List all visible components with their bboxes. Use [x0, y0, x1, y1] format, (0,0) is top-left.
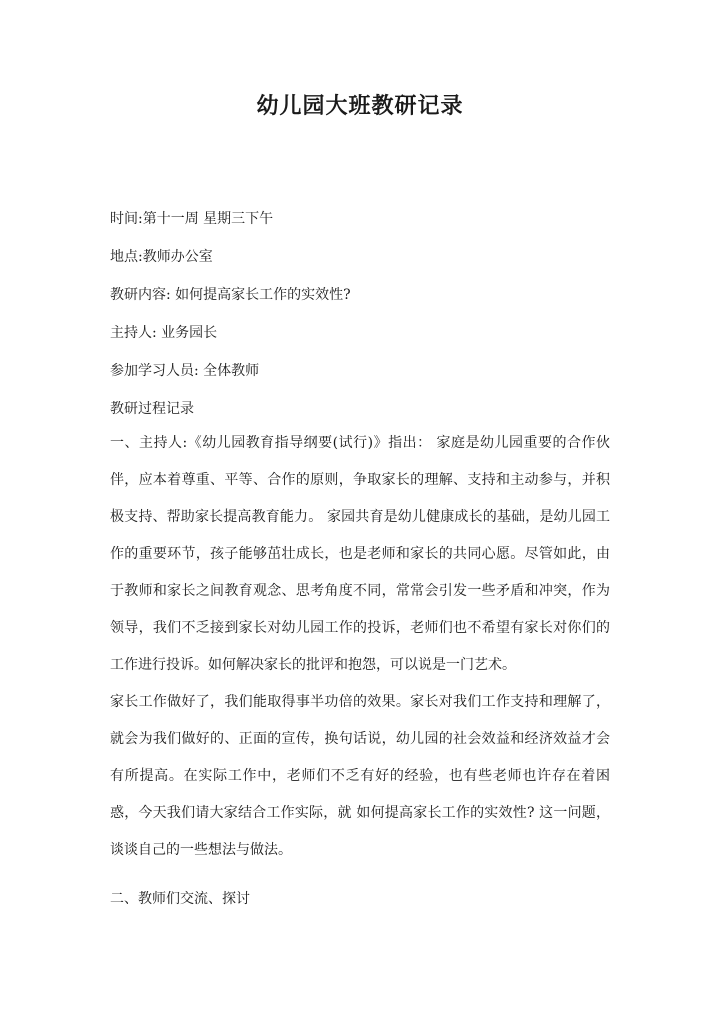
paragraph-host-intro: 一、主持人:《幼儿园教育指导纲要(试行)》指出： 家庭是幼儿园重要的合作伙伴，应本着尊重、平等、合作的原则，争取家长的理解、支持和主动参与，并积极支持、帮助家长提高教育能力。 家园共育是幼儿健康成长的基础，是幼儿园工作的重要环节，孩子能够茁壮成长，也是老师和家长的共同心愿。尽管如此，由于教师和家长之间教育观念、思考角度不同，常常会引发一些矛盾和冲突，作为领导，我们不乏接到家长对幼儿园工作的投诉，老师们也不希望有家长对你们的工作进行投诉。如何解决家长的批评和抱怨，可以说是一门艺术。: [110, 435, 610, 673]
meeting-time: 时间:第十一周 星期三下午: [110, 211, 274, 227]
meeting-topic: 教研内容: 如何提高家长工作的实效性?: [110, 287, 351, 303]
meeting-participants: 参加学习人员: 全体教师: [110, 363, 260, 379]
process-heading: 教研过程记录: [110, 401, 194, 417]
meeting-place: 地点:教师办公室: [110, 249, 213, 265]
document-title: 幼儿园大班教研记录: [256, 93, 464, 119]
section-2-heading: 二、教师们交流、探讨: [110, 891, 250, 907]
paragraph-parent-work: 家长工作做好了，我们能取得事半功倍的效果。家长对我们工作支持和理解了，就会为我们做好的、正面的宣传，换句话说，幼儿园的社会效益和经济效益才会有所提高。在实际工作中，老师们不乏有好的经验，也有些老师也许存在着困惑，今天我们请大家结合工作实际，就 如何提高家长工作的实效性? 这一问题，谈谈自己的一些想法与做法。: [110, 694, 610, 858]
meeting-host: 主持人: 业务园长: [110, 325, 218, 341]
